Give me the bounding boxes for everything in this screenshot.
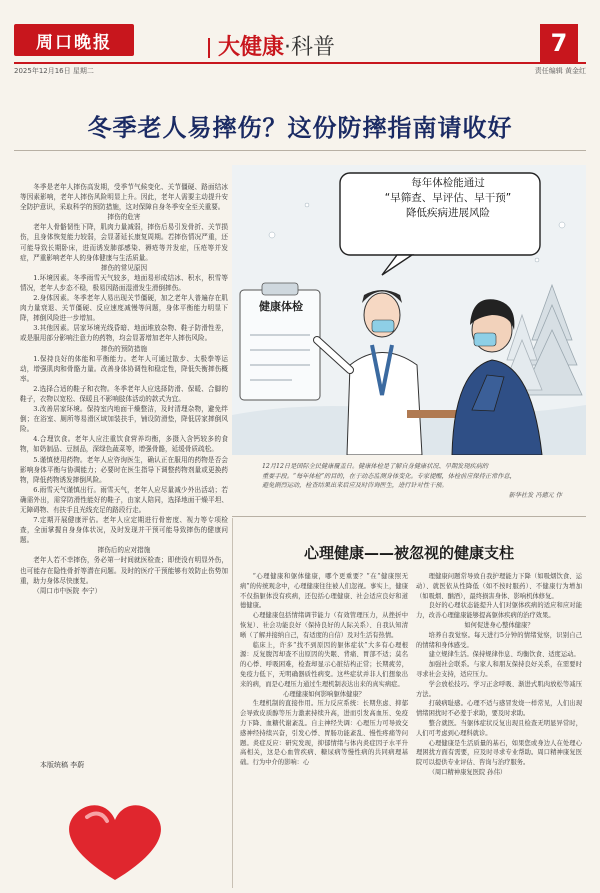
section-sub-label: ·科普 bbox=[284, 35, 336, 60]
paragraph: 7.定期开展健康评估。老年人应定期进行骨密度、视力等专项检查，全面掌握自身身体状况，及时发现并干预可能导致摔伤的健康问题。 bbox=[20, 516, 228, 545]
caption-line: 避免剧烈运动，检查结果出来后应及时咨询医生，进行针对性干预。 bbox=[262, 482, 448, 490]
paragraph: 1.保持良好的体能和平衡能力。老年人可通过散步、太极拳等运动，增强肌肉和骨骼力量。改善身体协调性和稳定性，降低失衡摔伤概率。 bbox=[20, 354, 228, 383]
right-article-top-rule bbox=[232, 516, 586, 517]
section-heading: 摔伤的预防措施 bbox=[100, 344, 148, 353]
paragraph: 冬季是老年人摔伤高发期，受季节气候变化、关节僵硬、路面结冰等因素影响，老年人摔伤风险明显上升。因此，老年人需要主动提升安全防护意识，采取科学的预防措施，这对保障自身冬季安全至关重要。 bbox=[20, 183, 228, 212]
illustration-caption bbox=[262, 462, 562, 500]
responsible-editor: 责任编辑 黄金红 bbox=[534, 67, 586, 75]
speech-bubble-text bbox=[358, 176, 538, 221]
masthead-title: 周口晚报 bbox=[36, 32, 112, 53]
right-article-title: 心理健康——被忽视的健康支柱 bbox=[303, 544, 514, 562]
page-number bbox=[540, 24, 578, 62]
headline-rule bbox=[14, 150, 586, 151]
section-heading: 摔伤的常见原因 bbox=[100, 263, 148, 272]
issue-date: 2025年12月16日 星期二 bbox=[14, 67, 94, 75]
section-heading: 摔伤后的应对措施 bbox=[97, 546, 151, 555]
paragraph: “心理健康和躯体健康，哪个更重要？”在“健康照无病”的传统观念中，心理健康往往被人们忽视。事实上，健康不仅指躯体没有疾病，还包括心理健康、社会适应良好和道德健康。 bbox=[240, 573, 408, 610]
speech-line: 每年体检能通过 bbox=[411, 177, 485, 189]
paragraph: 6.雨雪天气谨慎出行。雨雪天气，老年人应尽量减少外出活动；若确需外出，需穿防滑性能好的鞋子，由家人陪同，选择地面干燥平坦、无障碍物、有扶手且光线充足的路段行走。 bbox=[20, 485, 228, 514]
paragraph: 培养自我觉察。每天进行5分钟的情绪觉察，识别自己的情绪和身体感受。 bbox=[416, 631, 582, 649]
left-article bbox=[20, 182, 228, 596]
paragraph: 生理机制的直接作用。压力反应系统：长期焦虑、抑郁会导致皮质醇等压力激素持续升高，进而引发高血压、免疫力下降、血糖代谢紊乱。自主神经失调：心理压力可导致交感神经持续兴奋，引发心悸、胃肠功能紊乱、慢性疼痛等问题。炎症反应：研究发现，抑郁情绪与体内炎症因子水平升高相关，这是心血管疾病、糖尿病等慢性病的共同病理基础。行为中介的影响：心 bbox=[240, 700, 408, 767]
section-heading: 心理健康如何影响躯体健康？ bbox=[283, 690, 365, 698]
article-byline: 本版统稿 李蔚 bbox=[40, 761, 85, 769]
paragraph: 2.选择合适的鞋子和衣物。冬季老年人应选择防滑、保暖、合脚的鞋子，衣物以宽松、保暖且不影响肢体活动的款式为宜。 bbox=[20, 384, 228, 403]
paragraph: （周口市中医院 李宁） bbox=[33, 586, 102, 595]
paragraph: 临床上，许多“找不到原因的躯体症状”大多有心理根源：反复腹泻却查不出原因的失眠、背痛、胃部不适；莫名的心悸、呼吸困难，检查却显示心脏结构正常；长期疲劳，免疫力低下，无明确器质性病变。这些症状并非人们想象出来的病，而是心理压力通过生理机制表达出来的真实病症。 bbox=[240, 641, 408, 688]
paragraph: 3.其他因素。居家环境光线昏暗、地面堆放杂物、鞋子防滑性差，或是服用部分影响注意力的药物，均会显著增加老年人摔伤风险。 bbox=[20, 324, 228, 343]
section-heading: 如何促进身心整体健康？ bbox=[464, 621, 534, 629]
paragraph: 加强社会联系。与家人和朋友保持良好关系，在需要时寻求社会支持，适应压力。 bbox=[416, 661, 582, 678]
paragraph: 整合就医。当躯体症状反复出现且检查无明显异常时，人们可考虑到心理科就诊。 bbox=[416, 719, 582, 737]
clipboard-label: 健康体检 bbox=[259, 300, 303, 313]
paragraph: 1.环境因素。冬季雨雪天气较多，地面易形成结冰、积水，积雪等情况，老年人步态不稳，极易因路面湿滑发生滑倒摔伤。 bbox=[20, 273, 228, 292]
paragraph: 心理健康是生活质量的基石，如果您或身边人在处理心理困扰方面有需要，应及时寻求专业帮助。周口精神康复医院可以提供专业评估、咨询与治疗服务。 bbox=[416, 739, 582, 767]
paragraph: 理健康问题常导致自我护理能力下降（如吸烟饮食、运动）、就医依从性降低（如不按时服药）、不健康行为增加（如吸烟、酗酒），最终损害身体、影响机体修复。 bbox=[416, 573, 582, 600]
newspaper-masthead bbox=[14, 24, 134, 56]
paragraph: （周口精神康复医院 孙伟） bbox=[428, 768, 507, 776]
paragraph: 学会放松技巧。学习正念呼吸、渐进式肌肉放松等减压方法。 bbox=[416, 680, 582, 698]
main-headline: 冬季老人易摔伤？这份防摔指南请收好 bbox=[87, 114, 513, 142]
paragraph: 心理健康包括情绪调节能力（有效管理压力，从挫折中恢复）、社会功能良好（保持良好的人际关系）、自我认知清晰（了解并接纳自己，有适度的自信）及对生活有热情。 bbox=[240, 612, 408, 639]
paragraph: 3.改善居家环境。保持室内地面干燥整洁，及时清理杂物，避免绊倒；在浴室、厕所等易滑区域加装扶手，铺设防滑垫，降低居家摔倒风险。 bbox=[20, 405, 228, 434]
section-main-label: 大健康 bbox=[218, 35, 285, 60]
paragraph: 打破病耻感。心理不适与感冒发烧一样常见，人们出现情绪困扰时不必羞于求助，要及时求助。 bbox=[416, 700, 582, 718]
right-article-column-2 bbox=[416, 572, 582, 778]
paragraph: 良好的心理状态能提升人们对躯体疾病的适应和应对能力，改善心理健康能够提高躯体疾病的治疗效果。 bbox=[416, 602, 582, 620]
paragraph: 4.合理饮食。老年人应注重饮食营养均衡，多摄入含钙较多的食物，如奶制品、豆制品，深绿色蔬菜等，增强骨骼，延缓骨质疏松。 bbox=[20, 435, 228, 454]
page-number-text: 7 bbox=[550, 29, 568, 57]
right-article-column-1 bbox=[240, 572, 408, 768]
paragraph: 老年人骨骼韧性下降，肌肉力量减弱，摔伤后易引发骨折、关节损伤，且身体恢复能力较弱，会显著延长康复周期。若摔伤情况严重，还可能导致长期卧床，进而诱发肺部感染、褥疮等并发症，压疮等并发症，严重影响老年人的身体健康与生活质量。 bbox=[20, 223, 228, 262]
section-heading: 摔伤的危害 bbox=[107, 213, 141, 222]
speech-line: “早筛查、早评估、早干预” bbox=[384, 192, 512, 204]
speech-line: 降低疾病进展风险 bbox=[406, 207, 490, 219]
paragraph: 老年人若不幸摔伤，务必第一时间就医检查；即使没有明显外伤，也可能存在隐性骨折等潜在问题。及时的医疗干预能够有效防止伤势加重，助力身体尽快康复。 bbox=[20, 556, 228, 585]
caption-line: 12月12日是国际全民健康覆盖日。健康体检是了解自身健康状况、早期发现疾病的 bbox=[262, 463, 489, 470]
section-divider bbox=[208, 38, 210, 58]
paragraph: 2.身体因素。冬季老年人易出现关节僵硬，加之老年人普遍存在肌肉力量衰退、关节僵硬、反应速度减慢等问题，身体平衡能力明显下降，摔倒风险进一步增加。 bbox=[20, 294, 228, 323]
caption-credit: 新华社发 冯德元 作 bbox=[508, 491, 562, 499]
paragraph: 5.谨慎使用药物。老年人应咨询医生，确认正在服用的药物是否会影响身体平衡与协调能力；必要时在医生指导下调整药物剂量或更换药物，降低药物诱发摔倒风险。 bbox=[20, 455, 228, 484]
paragraph: 建立规律生活。保持规律作息、均衡饮食、适度运动。 bbox=[428, 651, 580, 659]
dateline bbox=[14, 62, 586, 76]
section-title bbox=[200, 30, 335, 61]
caption-line: 重要手段。“每年体检”的目的，在于动态监测身体变化。专家提醒，体检前应保持正常作息， bbox=[262, 472, 516, 480]
heart-illustration bbox=[55, 795, 175, 885]
